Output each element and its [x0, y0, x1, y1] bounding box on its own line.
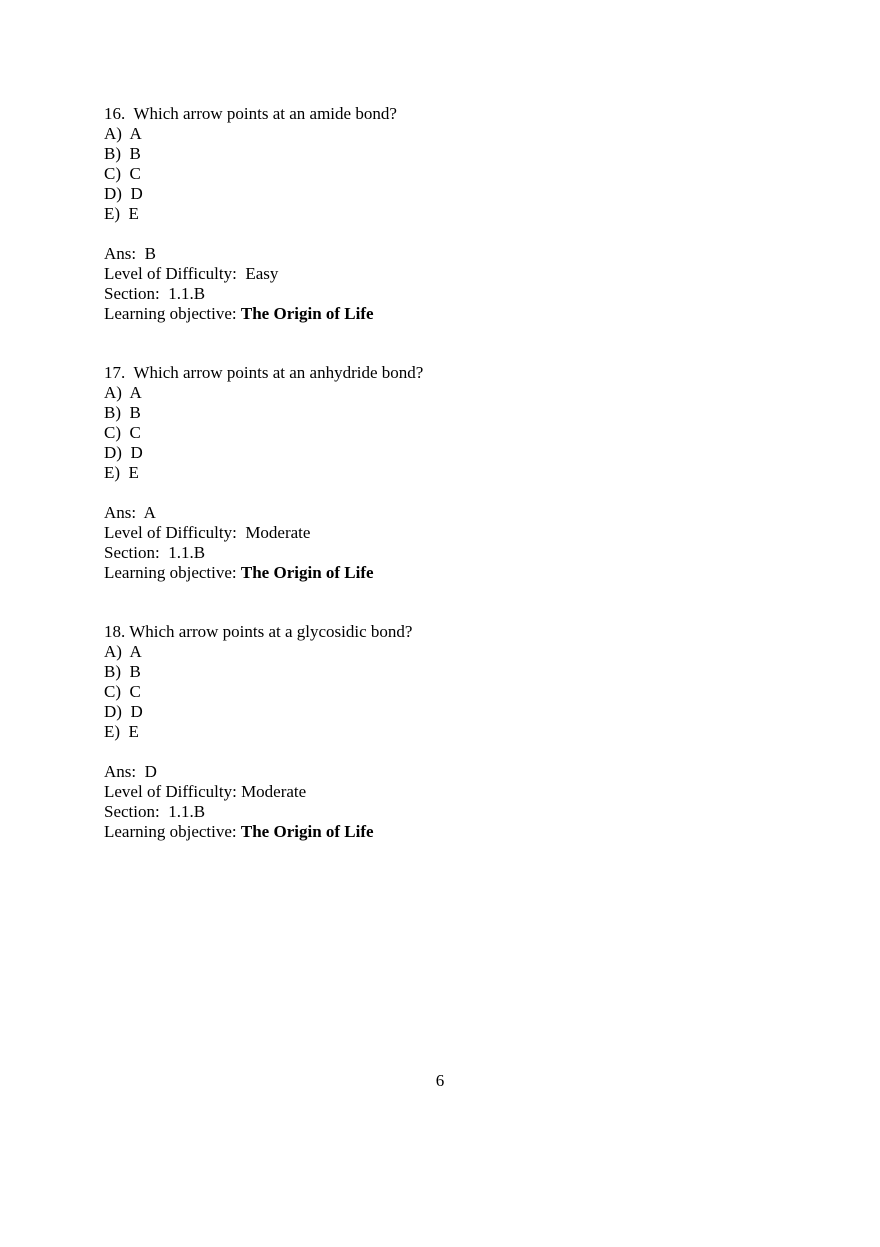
learning-objective-label: Learning objective: — [104, 822, 241, 841]
question-stem: 17. Which arrow points at an anhydride bond? — [104, 363, 424, 382]
option-c: C) C — [104, 682, 141, 701]
learning-objective — [104, 822, 804, 842]
learning-objective-label: Learning objective: — [104, 563, 241, 582]
option-c: C) C — [104, 423, 141, 442]
option-d: D) D — [104, 184, 143, 203]
option-e: E) E — [104, 204, 139, 223]
difficulty: Level of Difficulty: Moderate — [104, 523, 311, 542]
spacer — [104, 483, 804, 503]
option-a: A) A — [104, 383, 142, 402]
learning-objective-label: Learning objective: — [104, 304, 241, 323]
spacer — [104, 742, 804, 762]
option-b: B) B — [104, 403, 141, 422]
option-d: D) D — [104, 443, 143, 462]
learning-objective-value: The Origin of Life — [240, 304, 374, 323]
option-b: B) B — [104, 662, 141, 681]
difficulty: Level of Difficulty: Moderate — [104, 782, 307, 801]
page-number: 6 — [435, 1071, 445, 1090]
question-stem: 18. Which arrow points at a glycosidic bond? — [104, 622, 413, 641]
question-17 — [104, 363, 804, 583]
learning-objective-value: The Origin of Life — [240, 563, 374, 582]
difficulty: Level of Difficulty: Easy — [104, 264, 279, 283]
learning-objective — [104, 563, 804, 583]
question-18 — [104, 622, 804, 842]
option-e: E) E — [104, 722, 139, 741]
question-stem: 16. Which arrow points at an amide bond? — [104, 104, 397, 123]
option-e: E) E — [104, 463, 139, 482]
spacer — [104, 224, 804, 244]
question-16 — [104, 104, 804, 324]
option-a: A) A — [104, 124, 142, 143]
learning-objective — [104, 304, 804, 324]
learning-objective-value: The Origin of Life — [240, 822, 374, 841]
answer: Ans: D — [104, 762, 157, 781]
option-a: A) A — [104, 642, 142, 661]
option-d: D) D — [104, 702, 143, 721]
answer: Ans: A — [104, 503, 156, 522]
answer: Ans: B — [104, 244, 156, 263]
option-c: C) C — [104, 164, 141, 183]
section: Section: 1.1.B — [104, 284, 206, 303]
option-b: B) B — [104, 144, 141, 163]
section: Section: 1.1.B — [104, 802, 206, 821]
section: Section: 1.1.B — [104, 543, 206, 562]
